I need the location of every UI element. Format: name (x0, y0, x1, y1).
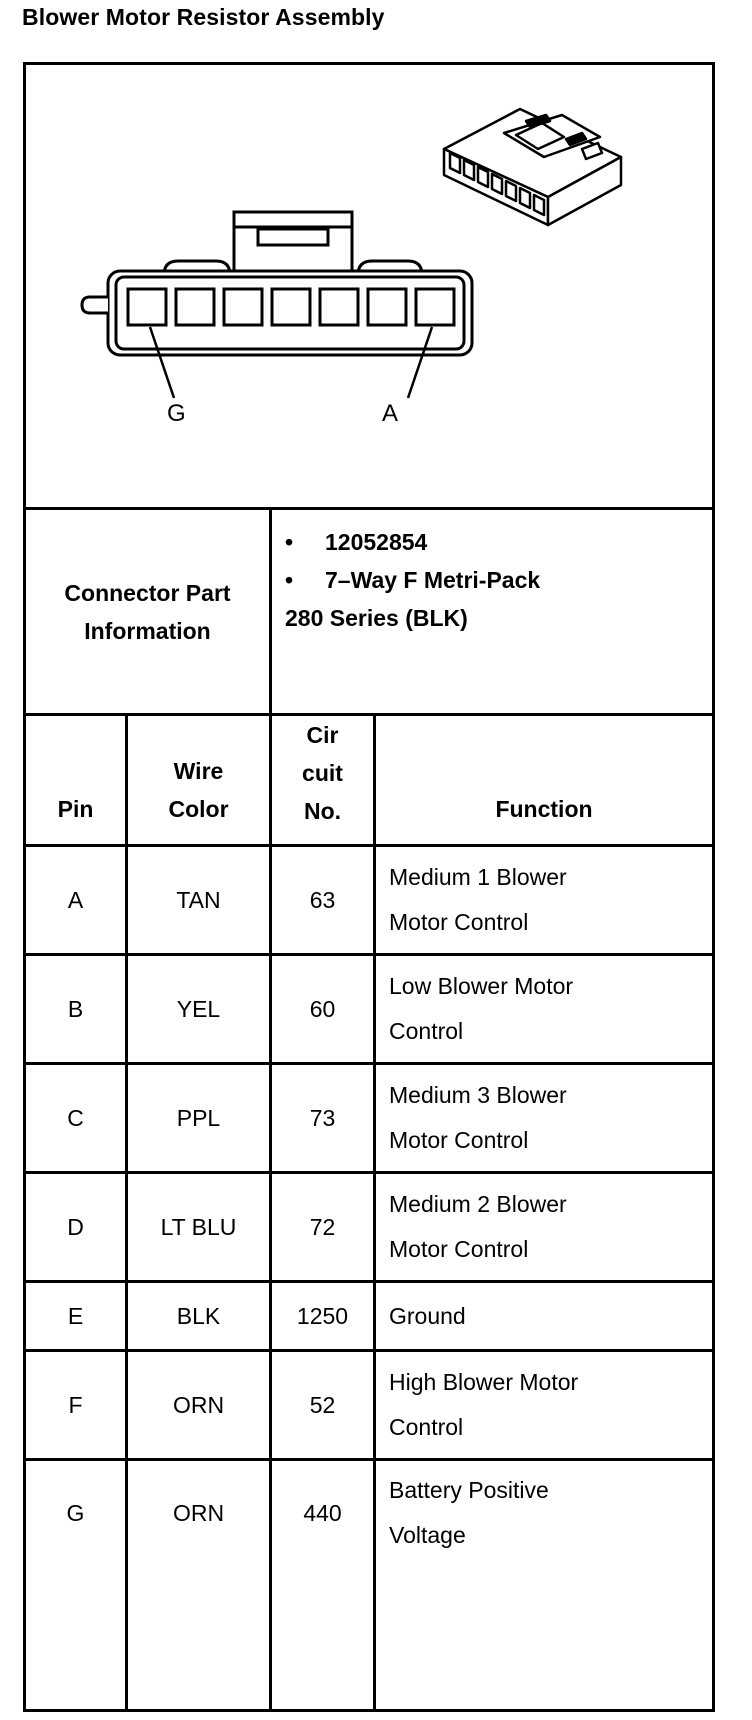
pin-a-callout: A (382, 400, 399, 427)
table-cell-wire-color: YEL (176, 995, 221, 1022)
table-cell-circuit: 440 (303, 1499, 342, 1526)
table-cell-circuit: 1250 (296, 1302, 349, 1329)
connector-description-line1: 7–Way F Metri-Pack (325, 567, 541, 593)
table-cell-pin: B (67, 995, 84, 1022)
table-cell-wire-color: BLK (176, 1302, 221, 1329)
table-cell-wire-color: TAN (176, 886, 221, 913)
bullet: • (285, 529, 294, 555)
table-cell-function: Battery Positive Voltage (389, 1477, 549, 1548)
rule (373, 716, 376, 1709)
connector-table (23, 62, 715, 1712)
bullet: • (285, 567, 294, 593)
table-cell-pin: E (67, 1302, 84, 1329)
table-cell-pin: G (66, 1499, 85, 1526)
table-cell-circuit: 60 (309, 995, 336, 1022)
table-cell-function: High Blower Motor Control (389, 1369, 579, 1440)
table-cell-function: Medium 1 Blower Motor Control (389, 864, 567, 935)
table-cell-pin: D (67, 1213, 84, 1240)
table-cell-function: Medium 2 Blower Motor Control (389, 1191, 567, 1262)
table-cell-wire-color: LT BLU (160, 1213, 237, 1240)
table-cell-pin: A (67, 886, 84, 913)
table-cell-function: Medium 3 Blower Motor Control (389, 1082, 567, 1153)
connector-diagram (26, 65, 712, 564)
connector-perspective-icon (444, 109, 621, 225)
table-cell-circuit: 73 (309, 1104, 336, 1131)
table-cell-pin: F (68, 1391, 83, 1418)
table-cell-circuit: 72 (309, 1213, 336, 1240)
table-cell-circuit: 63 (309, 886, 336, 913)
connector-part-information-values (285, 523, 685, 637)
pin-g-callout: G (167, 400, 186, 427)
connector-description-line2: 280 Series (BLK) (285, 605, 468, 631)
header-function: Function (495, 796, 593, 822)
header-circuit-no: Cir cuit No. (302, 722, 343, 824)
header-wire-color: Wire Color (168, 758, 229, 822)
page-title: Blower Motor Resistor Assembly (22, 4, 385, 30)
connector-face-icon (82, 212, 472, 355)
table-cell-circuit: 52 (309, 1391, 336, 1418)
connector-part-information-label: Connector Part Information (64, 579, 231, 644)
header-pin: Pin (57, 796, 94, 822)
table-cell-pin: C (67, 1104, 84, 1131)
part-number: 12052854 (325, 529, 428, 555)
table-cell-wire-color: ORN (172, 1499, 225, 1526)
table-cell-wire-color: ORN (172, 1391, 225, 1418)
table-cell-function: Ground (389, 1302, 466, 1329)
table-cell-wire-color: PPL (176, 1104, 221, 1131)
table-cell-function: Low Blower Motor Control (389, 973, 574, 1044)
